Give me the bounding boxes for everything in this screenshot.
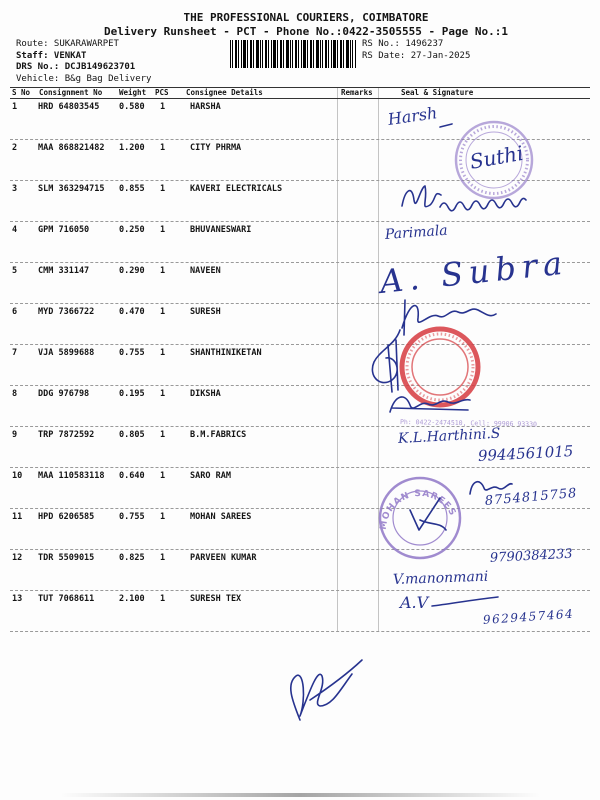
column-header-consignment: Consignment No — [39, 88, 103, 97]
cell-pcs: 1 — [160, 594, 166, 604]
runsheet-meta-right — [362, 39, 470, 62]
cell-remarks — [337, 386, 378, 426]
column-header-consignee: Consignee Details — [186, 88, 263, 97]
cell-weight: 0.805 — [119, 430, 145, 440]
cell-remarks — [337, 591, 378, 631]
cell-pcs: 1 — [160, 389, 166, 399]
cell-consignee: CITY PHRMA — [190, 143, 242, 153]
cell-remarks — [337, 509, 378, 549]
cell-sno: 9 — [12, 430, 18, 440]
cell-sno: 2 — [12, 143, 18, 153]
table-row — [10, 304, 590, 345]
signature-row-5: A. Subra — [378, 243, 570, 301]
cell-sno: 13 — [12, 594, 23, 604]
cell-remarks — [337, 181, 378, 221]
stamp-phone-line: Ph: 0422-2474510, Cell: 99906 93330 — [399, 418, 538, 429]
table-row — [10, 509, 590, 550]
cell-consignment-no: HPD 6206585 — [38, 512, 95, 522]
cell-pcs: 1 — [160, 430, 166, 440]
cell-sno: 11 — [12, 512, 23, 522]
cell-seal — [378, 181, 590, 221]
cell-consignee: KAVERI ELECTRICALS — [190, 184, 283, 194]
cell-remarks — [337, 263, 378, 303]
cell-consignment-no: DDG 976798 — [38, 389, 90, 399]
cell-weight: 0.195 — [119, 389, 145, 399]
signature-row-1: Harsh — [386, 103, 439, 129]
table-row — [10, 99, 590, 140]
receiver-phone-row-9: 9944561015 — [477, 442, 574, 465]
receiver-phone-row-10: 8754815758 — [484, 485, 579, 509]
table-header — [10, 87, 590, 99]
receiver-phone-row-12: 9790384233 — [489, 546, 573, 566]
table-row — [10, 181, 590, 222]
cell-pcs: 1 — [160, 143, 166, 153]
cell-pcs: 1 — [160, 225, 166, 235]
staff-line: Staff: VENKAT — [16, 50, 87, 61]
cell-pcs: 1 — [160, 471, 166, 481]
signature-row-4: Parimala — [384, 222, 449, 243]
cell-remarks — [337, 550, 378, 590]
cell-consignee: DIKSHA — [190, 389, 221, 399]
company-name: THE PROFESSIONAL COURIERS, COIMBATORE — [183, 11, 429, 24]
cell-consignment-no: SLM 363294715 — [38, 184, 105, 194]
barcode — [230, 40, 356, 68]
signature-row-13: A.V — [400, 593, 429, 612]
cell-weight: 0.250 — [119, 225, 145, 235]
cell-seal — [378, 509, 590, 549]
table-row — [10, 345, 590, 386]
cell-remarks — [337, 468, 378, 508]
cell-weight: 0.825 — [119, 553, 145, 563]
signature-row-2: Suthi — [467, 140, 526, 174]
cell-sno: 1 — [12, 102, 18, 112]
column-header-sno: S No — [12, 88, 31, 97]
cell-seal — [378, 345, 590, 385]
cell-consignee: B.M.FABRICS — [190, 430, 247, 440]
cell-remarks — [337, 99, 378, 139]
drs-number-line: DRS No.: DCJB149623701 — [16, 62, 136, 73]
cell-consignee: MOHAN SAREES — [190, 512, 252, 522]
cell-pcs: 1 — [160, 307, 166, 317]
cell-sno: 4 — [12, 225, 18, 235]
column-header-pcs: PCS — [155, 88, 169, 97]
cell-pcs: 1 — [160, 348, 166, 358]
cell-consignment-no: MYD 7366722 — [38, 307, 95, 317]
cell-consignee: SARO RAM — [190, 471, 231, 481]
stamp-mohan-sarees-label: MOHAN SAREES — [378, 488, 458, 531]
cell-remarks — [337, 345, 378, 385]
cell-sno: 12 — [12, 553, 23, 563]
cell-sno: 3 — [12, 184, 18, 194]
cell-sno: 8 — [12, 389, 18, 399]
column-header-seal-signature: Seal & Signature — [378, 88, 590, 98]
cell-consignment-no: VJA 5899688 — [38, 348, 95, 358]
cell-weight: 0.640 — [119, 471, 145, 481]
cell-sno: 10 — [12, 471, 23, 481]
cell-weight: 0.470 — [119, 307, 145, 317]
cell-consignee: PARVEEN KUMAR — [190, 553, 257, 563]
cell-weight: 2.100 — [119, 594, 145, 604]
cell-sno: 5 — [12, 266, 18, 276]
cell-weight: 0.290 — [119, 266, 145, 276]
cell-pcs: 1 — [160, 102, 166, 112]
cell-remarks — [337, 427, 378, 467]
cell-consignee: BHUVANESWARI — [190, 225, 252, 235]
cell-seal — [378, 304, 590, 344]
cell-consignee: SHANTHINIKETAN — [190, 348, 262, 358]
cell-remarks — [337, 222, 378, 262]
signature-scribble-bottom — [291, 660, 362, 720]
rs-number-line: RS No.: 1496237 — [362, 39, 444, 49]
column-header-remarks: Remarks — [337, 88, 378, 98]
vehicle-line: Vehicle: B&g Bag Delivery — [16, 74, 152, 85]
cell-pcs: 1 — [160, 512, 166, 522]
cell-consignment-no: MAA 868821482 — [38, 143, 105, 153]
route-line: Route: SUKARAWARPET — [16, 39, 119, 49]
cell-consignment-no: TDR 5509015 — [38, 553, 95, 563]
cell-weight: 0.580 — [119, 102, 145, 112]
cell-pcs: 1 — [160, 266, 166, 276]
scan-edge-shadow — [60, 793, 540, 797]
receiver-name-row-12: V.manonmani — [392, 568, 489, 588]
cell-pcs: 1 — [160, 184, 166, 194]
cell-sno: 6 — [12, 307, 18, 317]
cell-remarks — [337, 304, 378, 344]
cell-weight: 0.755 — [119, 348, 145, 358]
cell-consignee: SURESH — [190, 307, 221, 317]
runsheet-subtitle: Delivery Runsheet - PCT - Phone No.:0422-3505555 - Page No.:1 — [104, 25, 508, 38]
cell-sno: 7 — [12, 348, 18, 358]
runsheet-meta-left — [16, 39, 151, 86]
rs-date-line: RS Date: 27-Jan-2025 — [362, 50, 471, 61]
cell-weight: 0.855 — [119, 184, 145, 194]
cell-consignee: HARSHA — [190, 102, 221, 112]
cell-consignment-no: CMM 331147 — [38, 266, 90, 276]
cell-consignment-no: MAA 110583118 — [38, 471, 105, 481]
cell-weight: 1.200 — [119, 143, 145, 153]
cell-weight: 0.755 — [119, 512, 145, 522]
cell-pcs: 1 — [160, 553, 166, 563]
cell-consignment-no: TRP 7872592 — [38, 430, 95, 440]
column-header-weight: Weight — [119, 88, 147, 97]
cell-consignment-no: HRD 64803545 — [38, 102, 100, 112]
receiver-phone-row-13: 9629457464 — [482, 606, 575, 627]
receiver-name-row-9: K.L.Harthini.S — [397, 425, 501, 447]
cell-remarks — [337, 140, 378, 180]
cell-consignee: NAVEEN — [190, 266, 221, 276]
cell-consignment-no: GPM 716050 — [38, 225, 90, 235]
cell-consignment-no: TUT 7068611 — [38, 594, 95, 604]
cell-consignee: SURESH TEX — [190, 594, 242, 604]
